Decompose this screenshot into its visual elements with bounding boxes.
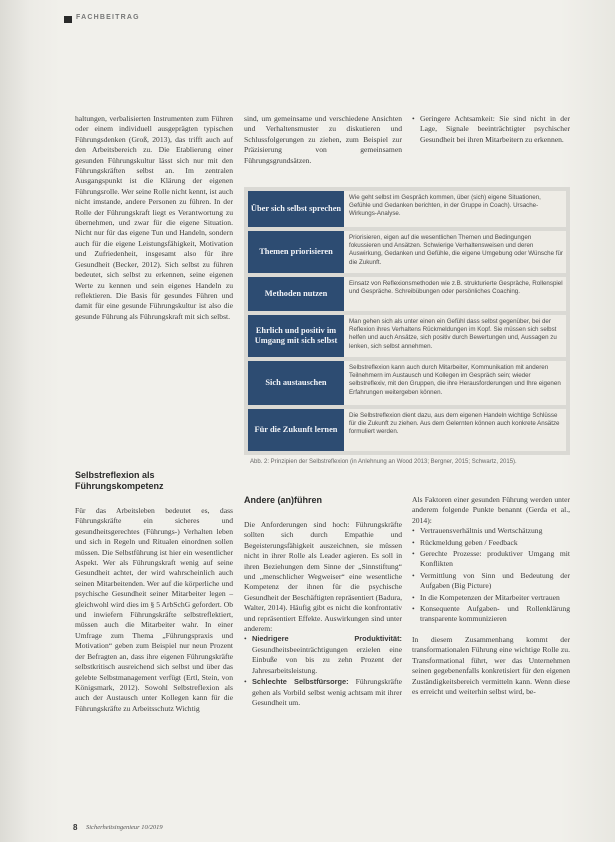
column-1-top	[75, 114, 233, 322]
bullet-list	[244, 634, 402, 708]
figure-row-label: Methoden nutzen	[248, 277, 344, 311]
figure-row	[248, 315, 566, 357]
section-heading: Selbstreflexion als Führungskompetenz	[75, 470, 164, 491]
bullet-item	[244, 634, 402, 676]
figure-row	[248, 361, 566, 405]
figure-row-text: Man gehen sich als unter einen ein Gefühl dass selbst gegenüber, bei der Reflexion ihres Verhaltens Rückmeldungen im Kopf. Sie müssen sich selbst helfen und auch Ansätze, sich positiv durch Bewertungen und, Aussagen zu lenken, sich selbst annehmen.	[349, 318, 557, 350]
figure-row	[248, 409, 566, 451]
figure-row-label: Ehrlich und positiv im Umgang mit sich selbst	[248, 315, 344, 357]
column-1-bottom	[75, 470, 233, 714]
bullet-item: • Vertrauensverhältnis und Wertschätzung	[412, 526, 570, 536]
bullet-item: • Konsequente Aufgaben- und Rollenklärung transparente kommunizieren	[412, 604, 570, 625]
bullet-item: • Rückmeldung geben / Feedback	[412, 538, 570, 548]
figure-row-text: Selbstreflexion kann auch durch Mitarbeiter, Kommunikation mit anderen Teilnehmern im Austausch und Kollegen im Gespräch sein; wieder selbstreflexiv, mit den Gruppen, die ihre Herausforderungen und Ihre eigenen Erfahrungen weitergeben können.	[349, 364, 561, 396]
figure-row	[248, 191, 566, 227]
figure-row-text: Die Selbstreflexion dient dazu, aus dem eigenen Handeln wichtige Schlüsse für die Zukunft zu ziehen. Aus dem Gelernten können auch konkrete Ansätze formuliert werden.	[349, 412, 560, 436]
figure-row-text: Einsatz von Reflexionsmethoden wie z.B. strukturierte Gespräche, Rollenspiel und Gespräche. Schreibübungen oder persönliches Coaching.	[349, 280, 563, 296]
figure-row-label: Sich austauschen	[248, 361, 344, 405]
column-2-bottom	[244, 495, 402, 709]
bullet-list	[412, 114, 570, 145]
column-3-top	[412, 114, 570, 146]
bullet-item: • Gerechte Prozesse: produktiver Umgang mit Konflikten	[412, 549, 570, 570]
bullet-term: Schlechte Selbstfürsorge:	[252, 677, 349, 687]
figure-row-text: Priorisieren, eigen auf die wesentlichen Themen und Bedingungen fokussieren und Ansätzen. Schwierige Verhaltensweisen und deren Auswirkung, Gedanken und Gefühle, die eigene Umgebung oder Wünsche für die Zukunft.	[349, 234, 563, 266]
body-paragraph: In diesem Zusammenhang kommt der transformationalen Führung eine wichtige Rolle zu. Transformational führt, wer das Unternehmen seinen gegebenenfalls konkretisiert für den eigenen Zuständigkeitsbereich vermitteln kann. Wenn diese es erreicht und weiterhin selbst wird, be-	[412, 634, 570, 696]
section-heading: Andere (an)führen	[244, 495, 323, 505]
bullet-item: • Vermittlung von Sinn und Bedeutung der Aufgaben (Big Picture)	[412, 571, 570, 592]
body-paragraph: Als Faktoren einer gesunden Führung werden unter anderem folgende Punkte benannt (Gerda et al., 2014):	[412, 495, 570, 525]
figure-row-text: Wie geht selbst im Gespräch kommen, über (sich) eigene Situationen, Gefühle und Gedanken berichten, in der Gruppe in Coach). Ursache-Wirkungs-Analyse.	[349, 194, 541, 218]
figure-row	[248, 277, 566, 311]
bullet-text: Führungskräfte gehen als Vorbild selbst wenig achtsam mit ihrer Gesundheit um.	[252, 677, 402, 707]
page-number: 8	[73, 823, 78, 832]
figure-row-label: Über sich selbst sprechen	[248, 191, 344, 227]
column-2-top	[244, 114, 402, 166]
body-paragraph: Die Anforderungen sind hoch: Führungskräfte sollten sich durch Empathie und Begeisterungsfähigkeit auszeichnen, sie müssen nicht in ihrer Rolle als Leader agieren. Es soll in ihren Beziehungen dem Sinne der „Sinnstiftung“ und „menschlicher Wegweiser“ eine wesentliche Kompetenz der ihnen für die psychische Gesundheit der Beschäftigten repräsentiert (Badura, Walter, 2014). Häufig gibt es nicht die konfrontativ und repräsentiert Effekte. Auswirkungen sind unter anderem:	[244, 520, 402, 634]
column-3-bottom	[412, 495, 570, 697]
bullet-item: • In die Kompetenzen der Mitarbeiter vertrauen	[412, 593, 570, 603]
figure-principles-table	[244, 187, 570, 455]
section-label: FACHBEITRAG	[76, 14, 140, 21]
figure-row	[248, 231, 566, 273]
bullet-text: Gesundheitsbeeinträchtigungen erzielen eine Einbuße von bis zu zehn Prozent der Jahresarbeitsleistung.	[252, 644, 402, 675]
figure-row-label: Für die Zukunft lernen	[248, 409, 344, 451]
figure-caption: Abb. 2: Prinzipien der Selbstreflexion (in Anlehnung an Wood 2013; Bergner, 2015; Schwartz, 2015).	[250, 459, 517, 465]
section-marker	[64, 16, 72, 23]
bullet-item: • Geringere Achtsamkeit: Sie sind nicht in der Lage, Signale beeinträchtigter psychischer Gesundheit bei ihren Mitarbeitern zu erkennen.	[412, 114, 570, 145]
bullet-item	[244, 677, 402, 708]
body-paragraph: sind, um gemeinsame und verschiedene Ansichten und Verhaltensmuster zu diskutieren und Schlussfolgerungen zu ziehen, zum Beispiel zur Präzisierung von gemeinsamen Führungsgrundsätzen.	[244, 114, 402, 165]
bullet-list	[412, 526, 570, 625]
magazine-title: Sicherheitsingenieur 10/2019	[86, 824, 163, 831]
body-paragraph: Für das Arbeitsleben bedeutet es, dass Führungskräfte ein sicheres und gesundheitsgerechtes (Führungs-) Verhalten leben und sich in Regeln und Ritualen einordnen sollen müssen. Die Selbstführung ist hier ein wesentlicher Aspekt. Wer als Führungskraft wenig auf seine Gesundheit achtet, der wird wahrscheinlich auch seinen Mitarbeitenden. Wer auf die körperliche und psychische Gesundheit seiner Mitarbeiter legen – gleichwohl wird dies im § 5 ArbSchG gefordert. Ob und inwiefern Führungskräfte selbstreflektiert, müssen auch die Mitarbeiter wahr. In einer Umfrage zum Thema „Führungspraxis und Motivation“ geben zum Beispiel nur neun Prozent der Befragten an, dass ihre eigenen Führungskräfte selbstkritisch ausreichend sich selbst und über das gelebte Selbstmanagement verfügt (Ertl, Stein, von Königsmark, 2012). Sowohl Selbstreflexion als auch der Austausch unter Kollegen kann für die Führungskräfte zu Arbeitsschutz Wichtig	[75, 506, 233, 713]
body-paragraph: haltungen, verbalisierten Instrumenten zum Führen oder einem individuell ausgeprägten typischen Führungsdenken (Groß, 2013), das trifft auch auf den Arbeitsbereich zu. Die Etablierung einer gesunden Führungskultur lässt sich nur mit den Führungskräften selbst an. Im zentralen Ausgangspunkt ist die Klärung der eigenen Führungsrolle. Wer seine Rolle nicht kennt, ist auch nicht imstande, andere Personen zu führen. In der Rolle der Führungskraft liegt es Verantwortung zu übernehmen, und zwar für die eigene Situation. Nicht nur für das eigene Tun und Handeln, sondern auch für die eigene Leistungsfähigkeit, Motivation und Zufriedenheit, insgesamt also für ihre Gesundheit (Becker, 2012). Sich selbst zu führen bedeutet, sich selbst zu erkennen, seine eigenen Werte zu kennen und sein eigenes Handeln zu reflektieren. Die Basis für gesundes Führen und damit für eine gesunde Führungskultur ist also die gesunde Führung als Führungskraft mit sich selbst.	[75, 114, 233, 321]
bullet-term: Niedrigere Produktivität:	[252, 634, 402, 644]
figure-row-label: Themen priorisieren	[248, 231, 344, 273]
